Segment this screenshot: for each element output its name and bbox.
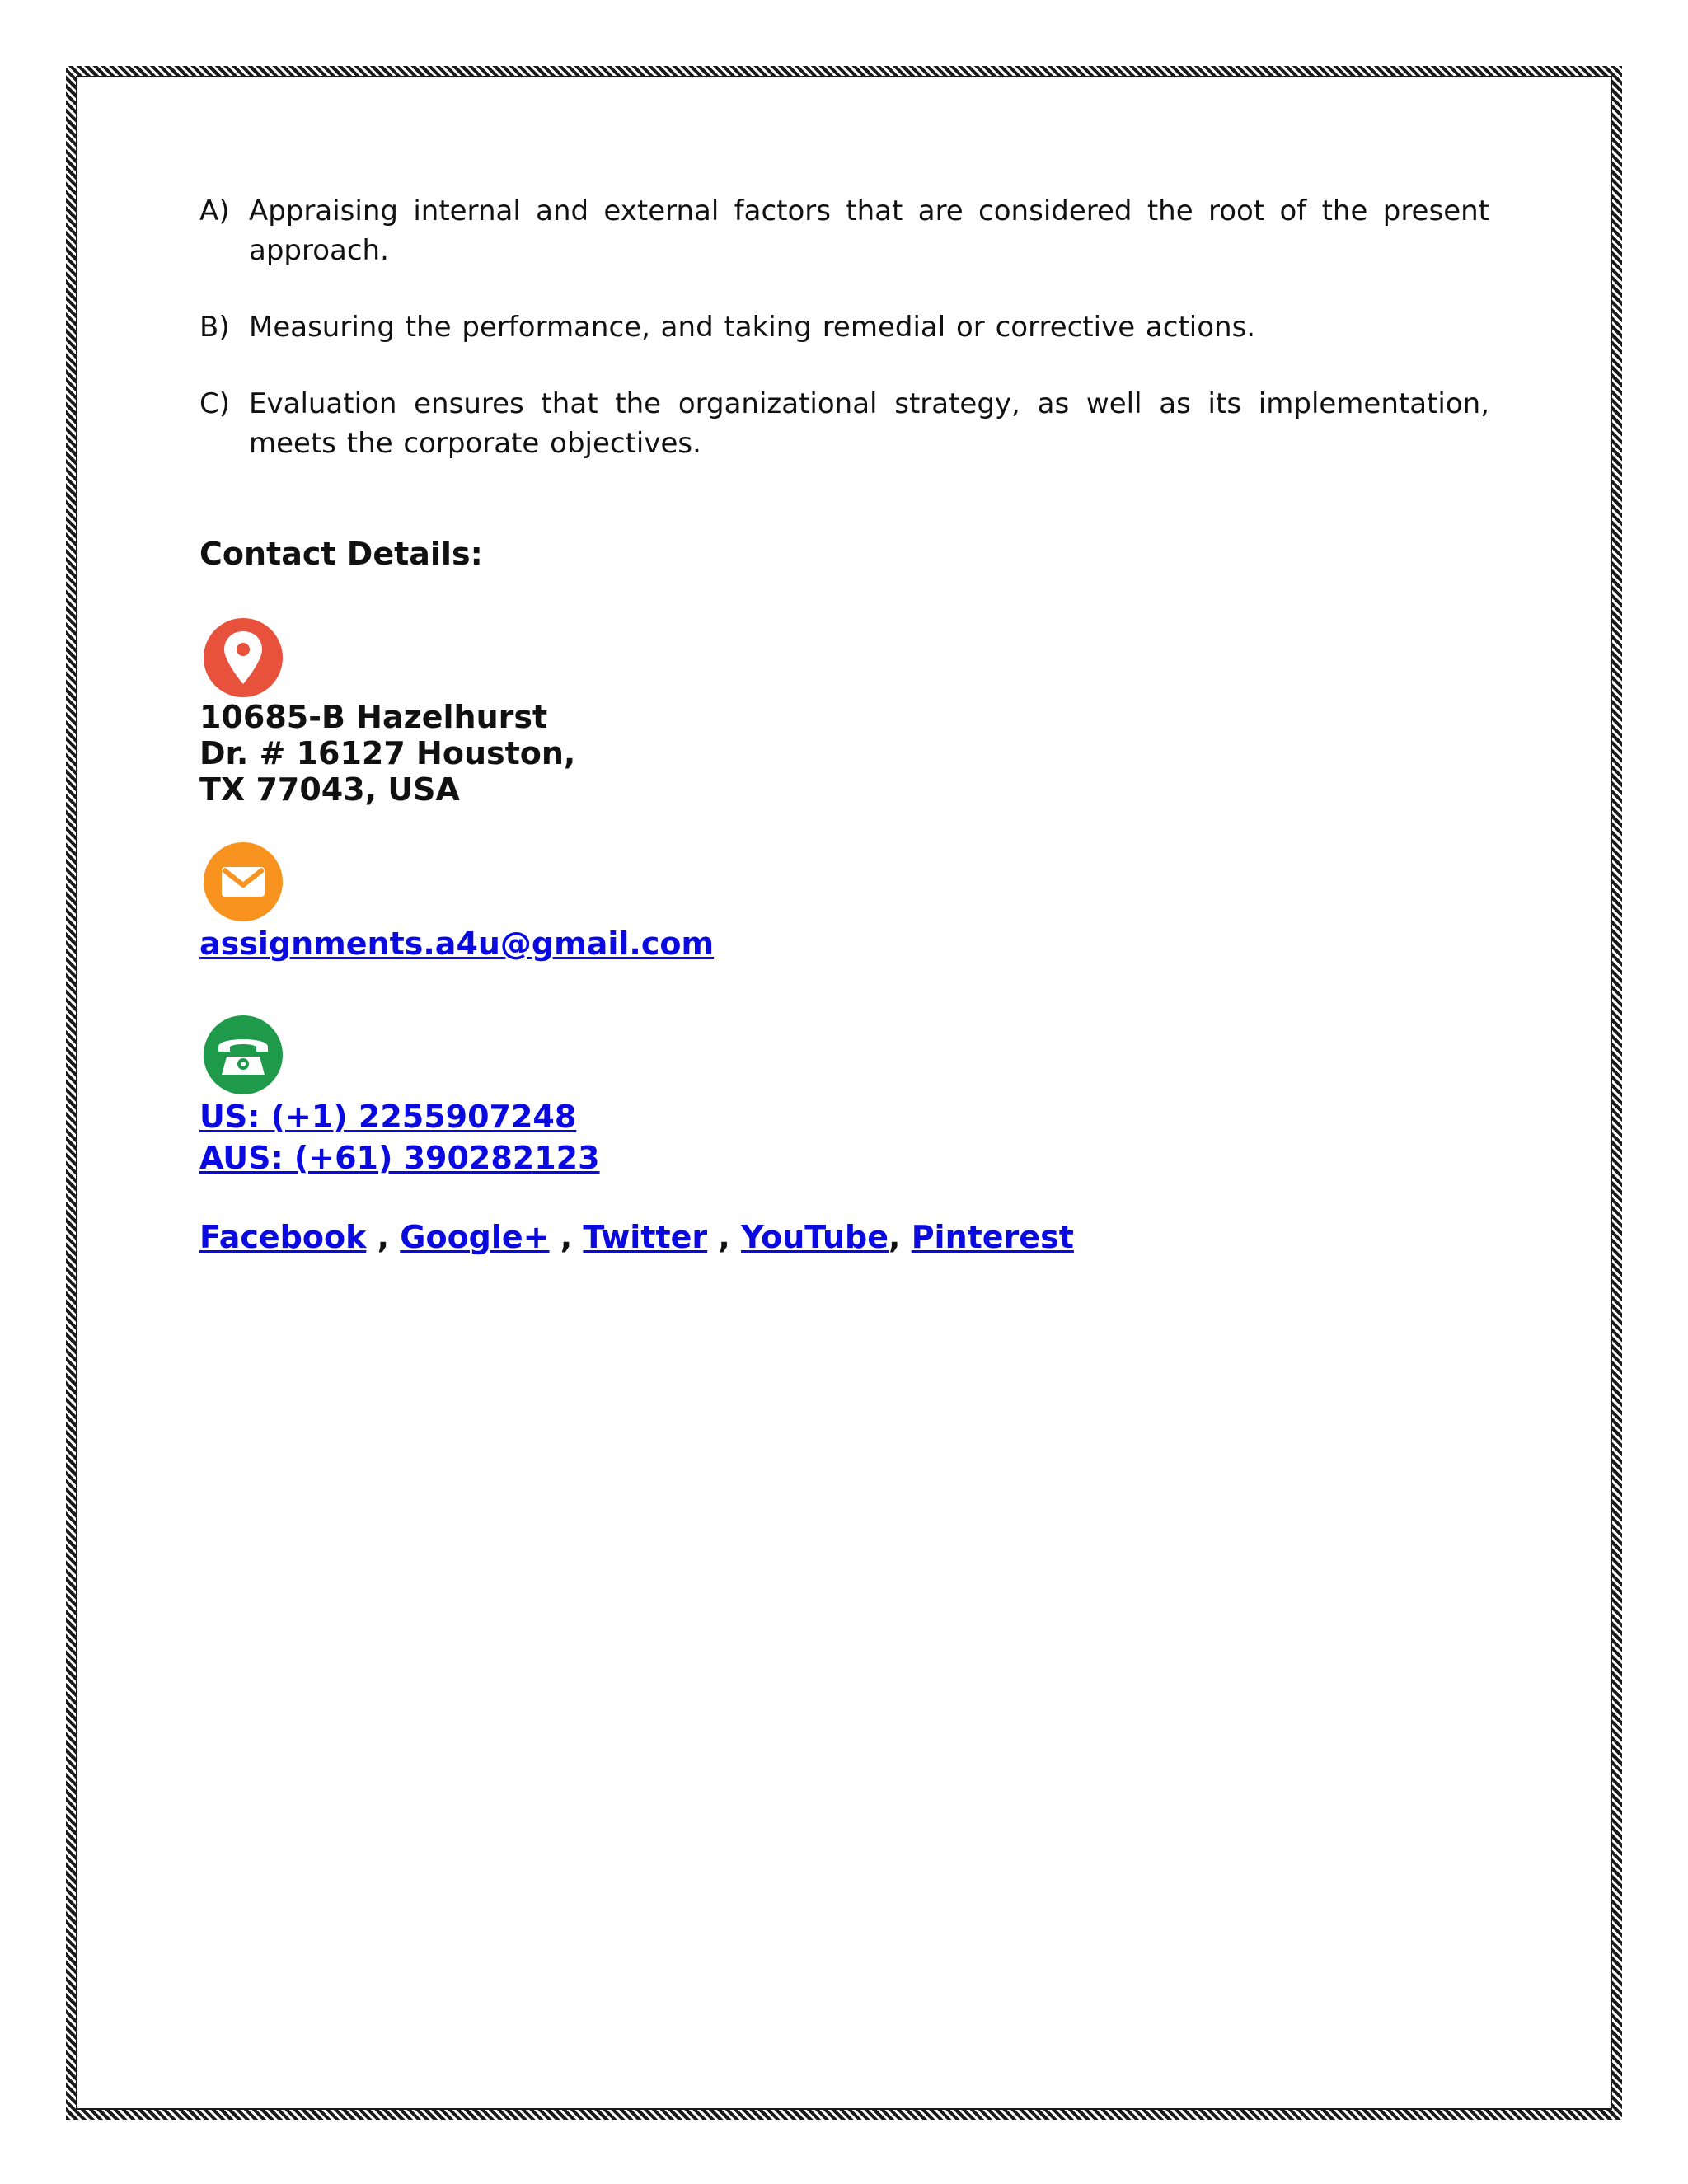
youtube-link[interactable]: YouTube bbox=[741, 1219, 889, 1255]
list-item-a bbox=[199, 191, 1489, 270]
phone-us-link[interactable]: US: (+1) 2255907248 bbox=[199, 1099, 577, 1135]
separator: , bbox=[707, 1219, 742, 1255]
email-link[interactable]: assignments.a4u@gmail.com bbox=[199, 926, 715, 962]
list-text: Appraising internal and external factors that are considered the root of the present approach. bbox=[249, 194, 1489, 267]
google-plus-link[interactable]: Google+ bbox=[400, 1219, 550, 1255]
twitter-link[interactable]: Twitter bbox=[583, 1219, 708, 1255]
address-line: Dr. # 16127 Houston, bbox=[199, 735, 576, 771]
location-block bbox=[199, 616, 1489, 808]
address-line: 10685-B Hazelhurst bbox=[199, 699, 548, 735]
phone-icon bbox=[202, 1014, 284, 1096]
mail-icon bbox=[202, 841, 284, 923]
separator: , bbox=[366, 1219, 401, 1255]
facebook-link[interactable]: Facebook bbox=[199, 1219, 367, 1255]
separator: , bbox=[549, 1219, 584, 1255]
address-line: TX 77043, USA bbox=[199, 771, 460, 808]
list-marker: C) bbox=[199, 387, 231, 420]
document-body bbox=[199, 191, 1489, 1258]
list-item-b bbox=[199, 307, 1489, 347]
address bbox=[199, 699, 1489, 808]
phone-block bbox=[199, 1014, 1489, 1179]
email-block bbox=[199, 841, 1489, 971]
list-text: Evaluation ensures that the organizational strategy, as well as its implementation, meets the corporate objectives. bbox=[249, 387, 1489, 460]
pinterest-link[interactable]: Pinterest bbox=[911, 1219, 1074, 1255]
contact-heading: Contact Details: bbox=[199, 536, 483, 572]
list-marker: A) bbox=[199, 194, 230, 227]
list-text: Measuring the performance, and taking remedial or corrective actions. bbox=[249, 311, 1256, 344]
social-links bbox=[199, 1216, 1489, 1258]
location-pin-icon bbox=[202, 616, 284, 699]
phone-aus-link[interactable]: AUS: (+61) 390282123 bbox=[199, 1140, 600, 1176]
list-item-c bbox=[199, 384, 1489, 463]
separator: , bbox=[889, 1219, 912, 1255]
list-marker: B) bbox=[199, 311, 230, 344]
